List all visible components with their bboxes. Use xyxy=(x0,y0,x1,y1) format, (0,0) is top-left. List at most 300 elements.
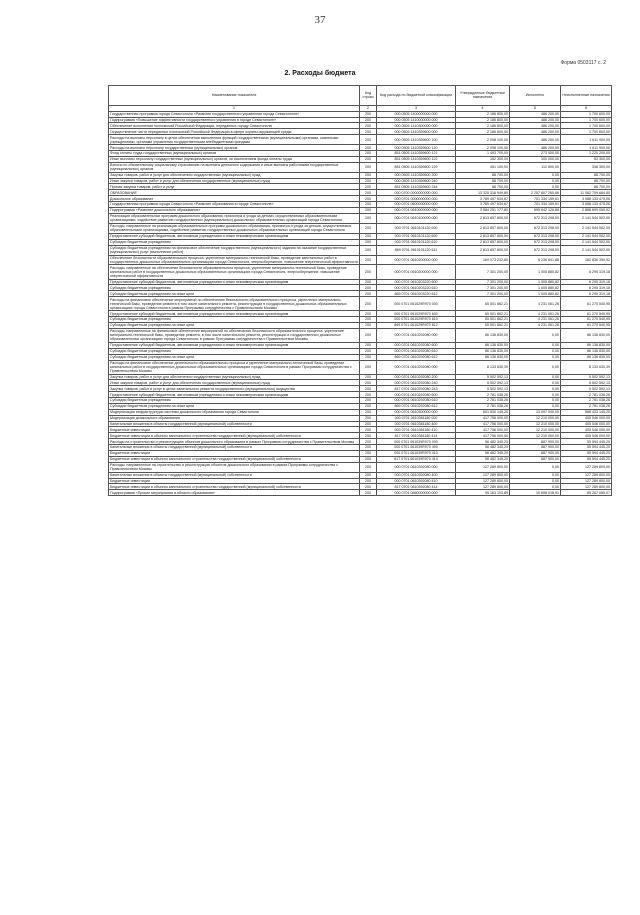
row-name-cell: Государственная программа города Севастополя «Развитие государственного управления города Севастополя» xyxy=(109,111,360,117)
table-row xyxy=(109,328,612,342)
row-unexecuted-cell: 55 594 445,20 xyxy=(561,456,612,462)
row-approved-cell: 56 482 345,20 xyxy=(456,445,510,451)
row-approved-cell: 65 501 862,21 xyxy=(456,317,510,323)
row-approved-cell: 3 789 497 634,67 xyxy=(456,196,510,202)
row-name-cell: Предоставление субсидий бюджетным, автономным учреждениям и иным некоммерческим организациям xyxy=(109,392,360,398)
row-code-cell: 200 xyxy=(360,360,377,374)
row-executed-cell: 0,00 xyxy=(510,403,561,409)
row-executed-cell: 0,00 xyxy=(510,478,561,484)
row-code-cell: 200 xyxy=(360,184,377,190)
row-unexecuted-cell: 1 700 600,00 xyxy=(561,123,612,129)
row-name-cell: Взносы по обязательному социальному страхованию на выплаты денежного содержания и иные выплаты работникам государственных (муниципальных) органов xyxy=(109,162,360,172)
row-name-cell: Расходы на строительство и реконструкцию объектов дошкольного образования в рамках Программы сотрудничества с Правительством Москвы xyxy=(109,439,360,445)
row-code-cell: 200 xyxy=(360,484,377,490)
row-class-code-cell: 869 0701 061029R970 612 xyxy=(377,322,456,328)
row-name-cell: Прочая закупка товаров, работ и услуг xyxy=(109,184,360,190)
row-unexecuted-cell: 2 781 038,26 xyxy=(561,403,612,409)
row-code-cell: 200 xyxy=(360,151,377,157)
table-row xyxy=(109,297,612,311)
row-unexecuted-cell: 127 289 800,00 xyxy=(561,478,612,484)
row-code-cell: 200 xyxy=(360,162,377,172)
row-executed-cell: 486 200,00 xyxy=(510,135,561,145)
row-executed-cell: 12 210 000,00 xyxy=(510,415,561,421)
row-unexecuted-cell: 2 141 544 502,00 xyxy=(561,223,612,233)
row-class-code-cell: 000 0701 0610100000 000 xyxy=(377,213,456,223)
row-executed-cell: 0,00 xyxy=(510,380,561,386)
row-class-code-cell: 000 0701 0610203220 600 xyxy=(377,279,456,285)
row-unexecuted-cell: 55 594 445,20 xyxy=(561,450,612,456)
row-name-cell: Субсидии бюджетным учреждениям xyxy=(109,348,360,354)
row-approved-cell: 417 756 000,00 xyxy=(456,427,510,433)
row-name-cell: Модернизация инфраструктуры системы дошкольного образования города Севастополя xyxy=(109,409,360,415)
row-class-code-cell: 000 0701 0610292080 610 xyxy=(377,348,456,354)
row-class-code-cell: 000 0701 061029R970 610 xyxy=(377,317,456,323)
row-executed-cell: 0,00 xyxy=(510,386,561,392)
row-approved-cell: 65 501 862,21 xyxy=(456,297,510,311)
row-code-cell: 200 xyxy=(360,328,377,342)
row-approved-cell: 127 289 800,00 xyxy=(456,462,510,472)
row-name-cell: Субсидии бюджетным учреждениям на финансовое обеспечение государственного (муниципального) задания на оказание государственных (муниципальных) услуг (выполнение работ) xyxy=(109,245,360,255)
row-approved-cell: 152 300,00 xyxy=(456,156,510,162)
row-approved-cell: 417 756 000,00 xyxy=(456,415,510,421)
row-class-code-cell: 000 0701 061029R970 000 xyxy=(377,297,456,311)
row-approved-cell: 417 756 000,00 xyxy=(456,433,510,439)
form-code: Форма 0503117 с. 2 xyxy=(560,60,606,66)
row-code-cell: 200 xyxy=(360,317,377,323)
row-code-cell: 200 xyxy=(360,409,377,415)
row-class-code-cell: 817 0701 0610381180 414 xyxy=(377,433,456,439)
index-cell: 3 xyxy=(377,105,456,111)
row-name-cell: Закупка товаров, работ и услуг для обеспечения государственных (муниципальных) нужд xyxy=(109,172,360,178)
row-name-cell: Субсидии бюджетным учреждениям xyxy=(109,317,360,323)
row-approved-cell: 5 502 592,13 xyxy=(456,374,510,380)
row-name-cell: Бюджетные инвестиции xyxy=(109,478,360,484)
row-code-cell: 200 xyxy=(360,392,377,398)
table-row xyxy=(109,245,612,255)
row-unexecuted-cell: 162 836 390,92 xyxy=(561,255,612,265)
row-unexecuted-cell: 6 295 319,18 xyxy=(561,265,612,279)
row-name-cell: Дошкольное образование xyxy=(109,196,360,202)
index-cell: 5 xyxy=(510,105,561,111)
row-approved-cell: 2 098 100,00 xyxy=(456,135,510,145)
row-executed-cell: 672 313 298,00 xyxy=(510,223,561,233)
row-code-cell: 200 xyxy=(360,433,377,439)
row-code-cell: 200 xyxy=(360,129,377,135)
row-approved-cell: 88 700,00 xyxy=(456,184,510,190)
row-approved-cell: 5 502 592,13 xyxy=(456,386,510,392)
row-executed-cell: 12 210 000,00 xyxy=(510,421,561,427)
row-code-cell: 200 xyxy=(360,380,377,386)
row-class-code-cell: 000 0701 0610392080 400 xyxy=(377,472,456,478)
row-unexecuted-cell: 5 502 592,13 xyxy=(561,374,612,380)
row-class-code-cell: 000 0701 0610381180 000 xyxy=(377,415,456,421)
row-approved-cell: 65 501 862,21 xyxy=(456,322,510,328)
row-class-code-cell: 000 0701 061039R970 410 xyxy=(377,450,456,456)
row-unexecuted-cell: 1 700 600,00 xyxy=(561,129,612,135)
row-name-cell: Модернизация дошкольного образования xyxy=(109,415,360,421)
row-class-code-cell: 000 0701 0610292080 000 xyxy=(377,328,456,342)
row-code-cell: 200 xyxy=(360,374,377,380)
row-class-code-cell: 000 0505 1410359600 240 xyxy=(377,178,456,184)
row-unexecuted-cell: 338 300,00 xyxy=(561,162,612,172)
row-code-cell: 200 xyxy=(360,196,377,202)
row-unexecuted-cell: 6 295 319,18 xyxy=(561,285,612,291)
row-unexecuted-cell: 6 295 319,18 xyxy=(561,279,612,285)
row-unexecuted-cell: 2 141 544 502,00 xyxy=(561,245,612,255)
header-cell: Наименование показателя xyxy=(109,86,360,106)
row-approved-cell: 2 813 857 800,00 xyxy=(456,223,510,233)
row-code-cell: 200 xyxy=(360,117,377,123)
row-approved-cell: 451 100,00 xyxy=(456,162,510,172)
row-name-cell: Бюджетные инвестиции в объекты капитального строительства государственной (муниципальной) собственности xyxy=(109,484,360,490)
table-body xyxy=(109,111,612,496)
row-executed-cell: 486 200,00 xyxy=(510,145,561,151)
row-approved-cell: 2 781 038,26 xyxy=(456,392,510,398)
row-class-code-cell: 000 0701 0610292080 240 xyxy=(377,380,456,386)
row-executed-cell: 1 005 880,82 xyxy=(510,265,561,279)
row-name-cell: Расходы на финансовое обеспечение деятельности образовательного процесса и укрепление материально-технической базы, проведение капитальных работ в государственных дошкольных образовательных организациях города Севастополя в рамках Программы сотрудничества с Правительством Москвы xyxy=(109,360,360,374)
row-unexecuted-cell: 1 700 600,00 xyxy=(561,117,612,123)
row-class-code-cell: 000 0701 0610101120 000 xyxy=(377,223,456,233)
row-class-code-cell: 000 0701 0660000000 000 xyxy=(377,490,456,496)
row-code-cell: 200 xyxy=(360,354,377,360)
row-unexecuted-cell: 2 888 609 050,92 xyxy=(561,207,612,213)
table-row xyxy=(109,135,612,145)
row-code-cell: 200 xyxy=(360,311,377,317)
row-executed-cell: 273 500,00 xyxy=(510,151,561,157)
row-name-cell: Субсидии бюджетным учреждениям xyxy=(109,285,360,291)
row-class-code-cell: 000 0701 061029R970 600 xyxy=(377,311,456,317)
row-approved-cell: 56 482 345,20 xyxy=(456,456,510,462)
table-row xyxy=(109,223,612,233)
row-code-cell: 200 xyxy=(360,421,377,427)
row-approved-cell: 7 301 200,00 xyxy=(456,285,510,291)
index-cell: 6 xyxy=(561,105,612,111)
row-class-code-cell: 000 0701 0610200000 000 xyxy=(377,265,456,279)
header-cell: Исполнено xyxy=(510,86,561,106)
row-approved-cell: 2 098 100,00 xyxy=(456,145,510,151)
row-executed-cell: 0,00 xyxy=(510,472,561,478)
row-class-code-cell: 000 0701 0610292080 610 xyxy=(377,398,456,404)
row-unexecuted-cell: 405 546 000,00 xyxy=(561,421,612,427)
row-name-cell: Иные закупки товаров, работ и услуг для обеспечения государственных (муниципальных) нужд xyxy=(109,380,360,386)
row-code-cell: 200 xyxy=(360,111,377,117)
row-code-cell: 200 xyxy=(360,255,377,265)
row-unexecuted-cell: 405 546 000,00 xyxy=(561,433,612,439)
page-number: 37 xyxy=(314,14,326,26)
row-executed-cell: 887 900,00 xyxy=(510,450,561,456)
row-approved-cell: 2 186 800,00 xyxy=(456,111,510,117)
row-code-cell: 200 xyxy=(360,403,377,409)
row-executed-cell: 486 200,00 xyxy=(510,129,561,135)
row-approved-cell: 2 813 857 800,00 xyxy=(456,213,510,223)
row-name-cell: Капитальные вложения в объекты государственной (муниципальной) собственности xyxy=(109,472,360,478)
row-code-cell: 200 xyxy=(360,213,377,223)
row-executed-cell: 0,00 xyxy=(510,392,561,398)
row-code-cell: 200 xyxy=(360,398,377,404)
row-name-cell: Расходы на финансовое обеспечение мероприятий по обеспечению безопасности образовательного процесса, укрепление материально-технической базы, проведение ремонта в том числе капитального ремонта, реконструкции в государственных дошкольных образовательных организациях города Севастополя в рамках Программы сотрудничества с Правительством Москвы xyxy=(109,297,360,311)
row-approved-cell: 88 700,00 xyxy=(456,178,510,184)
row-name-cell: Субсидии бюджетным учреждениям на иные цели xyxy=(109,354,360,360)
row-name-cell: Реализация образовательных программ дошкольного образования, присмотра и ухода за детьми, осуществляемых образовательными организациями, содействие развитию государственных (муниципальных) дошкольных образовательных организаций города Севастополя xyxy=(109,213,360,223)
row-code-cell: 200 xyxy=(360,223,377,233)
row-unexecuted-cell: 5 502 592,13 xyxy=(561,386,612,392)
row-code-cell: 200 xyxy=(360,450,377,456)
row-approved-cell: 2 813 857 800,00 xyxy=(456,245,510,255)
table-row xyxy=(109,490,612,496)
row-unexecuted-cell: 88 700,00 xyxy=(561,172,612,178)
row-executed-cell: 0,00 xyxy=(510,348,561,354)
row-executed-cell: 0,00 xyxy=(510,360,561,374)
row-class-code-cell: 000 0701 0610203220 610 xyxy=(377,285,456,291)
row-approved-cell: 601 530 145,20 xyxy=(456,409,510,415)
row-unexecuted-cell: 3 088 133 475,06 xyxy=(561,202,612,208)
row-code-cell: 200 xyxy=(360,472,377,478)
row-approved-cell: 2 813 857 800,00 xyxy=(456,233,510,239)
expenses-table xyxy=(108,85,612,496)
row-approved-cell: 65 501 862,21 xyxy=(456,311,510,317)
row-approved-cell: 13 320 316 949,80 xyxy=(456,190,510,196)
row-unexecuted-cell: 127 289 800,00 xyxy=(561,484,612,490)
row-class-code-cell: 000 0701 0610000000 000 xyxy=(377,207,456,213)
row-class-code-cell: 000 0701 0610292080 600 xyxy=(377,342,456,348)
row-executed-cell: 0,00 xyxy=(510,172,561,178)
row-name-cell: Закупка товаров, работ и услуг для обеспечения государственных (муниципальных) нужд xyxy=(109,374,360,380)
row-unexecuted-cell: 8 133 630,39 xyxy=(561,360,612,374)
row-approved-cell: 1 493 700,00 xyxy=(456,151,510,157)
row-name-cell: Предоставление субсидий бюджетным, автономным учреждениям и иным некоммерческим организациям xyxy=(109,279,360,285)
row-executed-cell: 672 313 298,00 xyxy=(510,233,561,239)
row-executed-cell: 486 200,00 xyxy=(510,123,561,129)
index-cell: 4 xyxy=(456,105,510,111)
row-class-code-cell: 851 0505 1410359600 122 xyxy=(377,156,456,162)
row-approved-cell: 56 482 345,20 xyxy=(456,450,510,456)
row-class-code-cell: 000 0505 1400000000 000 xyxy=(377,111,456,117)
row-class-code-cell: 817 0701 0610392080 414 xyxy=(377,484,456,490)
row-approved-cell: 5 502 592,13 xyxy=(456,380,510,386)
row-name-cell: Фонд оплаты труда государственных (муниципальных) органов xyxy=(109,151,360,157)
row-executed-cell: 1 005 880,82 xyxy=(510,291,561,297)
row-code-cell: 200 xyxy=(360,156,377,162)
row-code-cell: 200 xyxy=(360,190,377,196)
row-approved-cell: 417 756 000,00 xyxy=(456,421,510,427)
row-class-code-cell: 869 0701 0610292080 612 xyxy=(377,354,456,360)
row-code-cell: 200 xyxy=(360,342,377,348)
header-row xyxy=(109,86,612,106)
row-unexecuted-cell: 5 502 592,13 xyxy=(561,380,612,386)
row-class-code-cell: 000 0701 0610292080 600 xyxy=(377,392,456,398)
row-approved-cell: 127 289 800,00 xyxy=(456,484,510,490)
row-approved-cell: 2 186 800,00 xyxy=(456,129,510,135)
row-executed-cell: 701 334 159,61 xyxy=(510,202,561,208)
row-class-code-cell: 000 0505 1410359600 120 xyxy=(377,145,456,151)
row-name-cell: Расходы, направленные на строительство и реконструкцию объектов дошкольного образования в рамках Программы сотрудничества с Правительством Москвы xyxy=(109,462,360,472)
row-name-cell: Субсидии бюджетным учреждениям xyxy=(109,398,360,404)
table-row xyxy=(109,162,612,172)
row-unexecuted-cell: 405 546 000,00 xyxy=(561,427,612,433)
row-name-cell: Капитальные вложения в объекты государственной (муниципальной) собственности xyxy=(109,421,360,427)
row-executed-cell: 12 210 000,00 xyxy=(510,433,561,439)
row-name-cell: Предоставление субсидий бюджетным, автономным учреждениям и иным некоммерческим организациям xyxy=(109,342,360,348)
row-executed-cell: 887 900,00 xyxy=(510,445,561,451)
row-executed-cell: 4 231 061,26 xyxy=(510,317,561,323)
row-approved-cell: 86 136 830,00 xyxy=(456,354,510,360)
table-row xyxy=(109,360,612,374)
row-unexecuted-cell: 1 700 600,00 xyxy=(561,111,612,117)
row-class-code-cell: 851 0505 1410359600 121 xyxy=(377,151,456,157)
row-class-code-cell: 000 0701 0000000000 000 xyxy=(377,196,456,202)
row-approved-cell: 2 781 038,26 xyxy=(456,403,510,409)
row-unexecuted-cell: 88 700,00 xyxy=(561,178,612,184)
row-approved-cell: 7 301 200,00 xyxy=(456,265,510,279)
row-name-cell: Расходы, направленные на обеспечение безопасности образовательного процесса, укрепление материально-технической базы, проведение капитальных работ в государственных дошкольных образовательных организациях города Севастополя, энергосбережение, повышение энергетической эффективности xyxy=(109,265,360,279)
row-executed-cell: 0,00 xyxy=(510,184,561,190)
row-unexecuted-cell: 1 611 900,00 xyxy=(561,145,612,151)
row-unexecuted-cell: 127 289 800,00 xyxy=(561,472,612,478)
row-code-cell: 200 xyxy=(360,439,377,445)
row-name-cell: Обеспечение исполнения полномочий Российской Федерации, переданных городу Севастополю xyxy=(109,123,360,129)
row-name-cell: Осуществление части переданных полномочий Российской Федерации в сфере охраны окружающей среды xyxy=(109,129,360,135)
row-unexecuted-cell: 53 300,00 xyxy=(561,156,612,162)
row-executed-cell: 486 200,00 xyxy=(510,111,561,117)
row-approved-cell: 2 186 800,00 xyxy=(456,123,510,129)
row-executed-cell: 695 642 126,88 xyxy=(510,207,561,213)
row-class-code-cell: 851 0505 1410359600 129 xyxy=(377,162,456,172)
row-name-cell: Предоставление субсидий бюджетным, автономным учреждениям и иным некоммерческим организациям xyxy=(109,311,360,317)
row-executed-cell: 1 005 880,82 xyxy=(510,285,561,291)
row-unexecuted-cell: 1 220 200,00 xyxy=(561,151,612,157)
row-approved-cell: 3 789 497 634,67 xyxy=(456,202,510,208)
row-approved-cell: 86 136 830,00 xyxy=(456,342,510,348)
row-name-cell: Обеспечение безопасности образовательного процесса, укрепление материально-технической базы, проведение капитальных работ в государственных дошкольных образовательных организациях города Севастополя, энергосбережение, повышение энергетической эффективности xyxy=(110,255,358,264)
row-approved-cell: 86 136 830,00 xyxy=(456,328,510,342)
row-class-code-cell: 000 0505 1410000000 000 xyxy=(377,117,456,123)
row-code-cell: 200 xyxy=(360,245,377,255)
row-approved-cell: 88 700,00 xyxy=(456,172,510,178)
row-name-cell: Государственная программа города Севастополя «Развитие образования в городе Севастополе» xyxy=(109,202,360,208)
header-cell: Код строки xyxy=(360,86,377,106)
row-unexecuted-cell: 61 270 540,95 xyxy=(561,322,612,328)
row-class-code-cell: 000 0701 0600000000 000 xyxy=(377,202,456,208)
row-name-cell: Расходы на выплаты персоналу в целях обеспечения выполнения функций государственными (муниципальными) органами, казенными учреждениями, органами управления государственными внебюджетными фондами xyxy=(109,135,360,145)
row-class-code-cell: 000 0701 0610381180 400 xyxy=(377,421,456,427)
row-code-cell: 200 xyxy=(360,207,377,213)
row-code-cell: 200 xyxy=(360,135,377,145)
row-unexecuted-cell: 86 136 830,00 xyxy=(561,354,612,360)
row-class-code-cell: 000 0701 0610381180 410 xyxy=(377,427,456,433)
row-unexecuted-cell: 2 141 544 502,00 xyxy=(561,239,612,245)
row-name-cell: Расходы на выплаты персоналу государственных (муниципальных) органов xyxy=(109,145,360,151)
row-unexecuted-cell: 55 594 445,20 xyxy=(561,439,612,445)
row-executed-cell: 4 231 061,26 xyxy=(510,311,561,317)
row-code-cell: 200 xyxy=(360,462,377,472)
row-executed-cell: 0,00 xyxy=(510,342,561,348)
row-name-cell: Иные выплаты персоналу государственных (муниципальных) органов, за исключением фонда оплаты труда xyxy=(109,156,360,162)
row-executed-cell: 12 210 000,00 xyxy=(510,427,561,433)
row-class-code-cell: 000 0701 0610101120 600 xyxy=(377,233,456,239)
table-row xyxy=(109,255,612,265)
row-approved-cell: 2 813 857 800,00 xyxy=(456,239,510,245)
row-class-code-cell: 000 0701 0610101120 610 xyxy=(377,239,456,245)
row-class-code-cell: 000 0505 1410359600 200 xyxy=(377,172,456,178)
row-executed-cell: 112 800,00 xyxy=(510,162,561,172)
row-unexecuted-cell: 61 270 540,95 xyxy=(561,317,612,323)
row-class-code-cell: 000 0701 0610392080 410 xyxy=(377,478,456,484)
row-unexecuted-cell: 1 611 900,00 xyxy=(561,135,612,145)
row-name-cell: ОБРАЗОВАНИЕ xyxy=(109,190,360,196)
section-title: 2. Расходы бюджета xyxy=(284,70,356,77)
row-code-cell: 200 xyxy=(360,265,377,279)
row-unexecuted-cell: 86 136 830,00 xyxy=(561,348,612,354)
row-code-cell: 200 xyxy=(360,123,377,129)
row-code-cell: 200 xyxy=(360,456,377,462)
row-executed-cell: 13 097 000,00 xyxy=(510,409,561,415)
row-unexecuted-cell: 2 781 038,26 xyxy=(561,392,612,398)
row-code-cell: 200 xyxy=(360,297,377,311)
row-code-cell: 200 xyxy=(360,348,377,354)
row-executed-cell: 0,00 xyxy=(510,328,561,342)
row-name-cell: Бюджетные инвестиции в объекты капитального строительства государственной (муниципальной) собственности xyxy=(109,433,360,439)
index-cell: 2 xyxy=(360,105,377,111)
row-class-code-cell: 817 0701 061039R970 414 xyxy=(377,456,456,462)
header-cell: Неисполненные назначения xyxy=(561,86,612,106)
table-row xyxy=(109,462,612,472)
row-executed-cell: 0,00 xyxy=(510,484,561,490)
row-unexecuted-cell: 2 141 544 502,00 xyxy=(561,213,612,223)
row-name-cell: Капитальные вложения в объекты государственной (муниципальной) собственности xyxy=(109,445,360,451)
row-approved-cell: 8 133 630,39 xyxy=(456,360,510,374)
row-code-cell: 200 xyxy=(360,239,377,245)
row-code-cell: 200 xyxy=(360,427,377,433)
row-executed-cell: 2 257 607 265,86 xyxy=(510,190,561,196)
index-cell: 1 xyxy=(109,105,360,111)
row-approved-cell: 86 136 830,00 xyxy=(456,348,510,354)
row-class-code-cell: 869 0701 0610101120 611 xyxy=(377,245,456,255)
row-name-cell: Субсидии бюджетным учреждениям xyxy=(109,239,360,245)
row-executed-cell: 0,00 xyxy=(510,354,561,360)
row-executed-cell: 0,00 xyxy=(510,178,561,184)
row-class-code-cell: 000 0505 1410300000 000 xyxy=(377,123,456,129)
row-name-cell: Бюджетные инвестиции xyxy=(109,450,360,456)
row-code-cell: 200 xyxy=(360,202,377,208)
row-approved-cell: 7 301 200,00 xyxy=(456,279,510,285)
row-name-cell: Предоставление субсидий бюджетным, автономным учреждениям и иным некоммерческим организациям xyxy=(109,233,360,239)
row-executed-cell: 672 313 298,00 xyxy=(510,239,561,245)
row-approved-cell: 56 482 345,20 xyxy=(456,439,510,445)
row-class-code-cell: 000 0701 0610392080 000 xyxy=(377,462,456,472)
row-executed-cell: 0,00 xyxy=(510,374,561,380)
row-executed-cell: 701 334 159,61 xyxy=(510,196,561,202)
row-name-cell: Подпрограмма «Развитие дошкольного образования» xyxy=(109,207,360,213)
row-unexecuted-cell: 11 062 709 684,80 xyxy=(561,190,612,196)
row-executed-cell: 4 231 061,26 xyxy=(510,322,561,328)
row-class-code-cell: 000 0701 0610300000 000 xyxy=(377,409,456,415)
row-class-code-cell: 000 0505 1410359600 000 xyxy=(377,129,456,135)
row-approved-cell: 169 073 232,80 xyxy=(456,255,510,265)
row-code-cell: 200 xyxy=(360,233,377,239)
row-executed-cell: 486 200,00 xyxy=(510,117,561,123)
row-unexecuted-cell: 61 270 540,95 xyxy=(561,311,612,317)
row-name-cell: Подпрограмма «Прочие мероприятия в области образования» xyxy=(109,490,360,496)
row-executed-cell: 1 005 880,82 xyxy=(510,279,561,285)
row-executed-cell: 0,00 xyxy=(510,398,561,404)
row-unexecuted-cell: 6 295 319,18 xyxy=(561,291,612,297)
row-approved-cell: 95 163 103,89 xyxy=(456,490,510,496)
row-class-code-cell: 817 0701 0610292080 243 xyxy=(377,386,456,392)
row-name-cell: Расходы, направленные на реализацию образовательных программ дошкольного образования, присмотра и ухода за детьми, осуществляемых образовательными организациями, содействие развитию государственных дошкольных образовательных организаций города Севастополя xyxy=(109,223,360,233)
row-unexecuted-cell: 405 546 000,00 xyxy=(561,415,612,421)
row-code-cell: 200 xyxy=(360,291,377,297)
